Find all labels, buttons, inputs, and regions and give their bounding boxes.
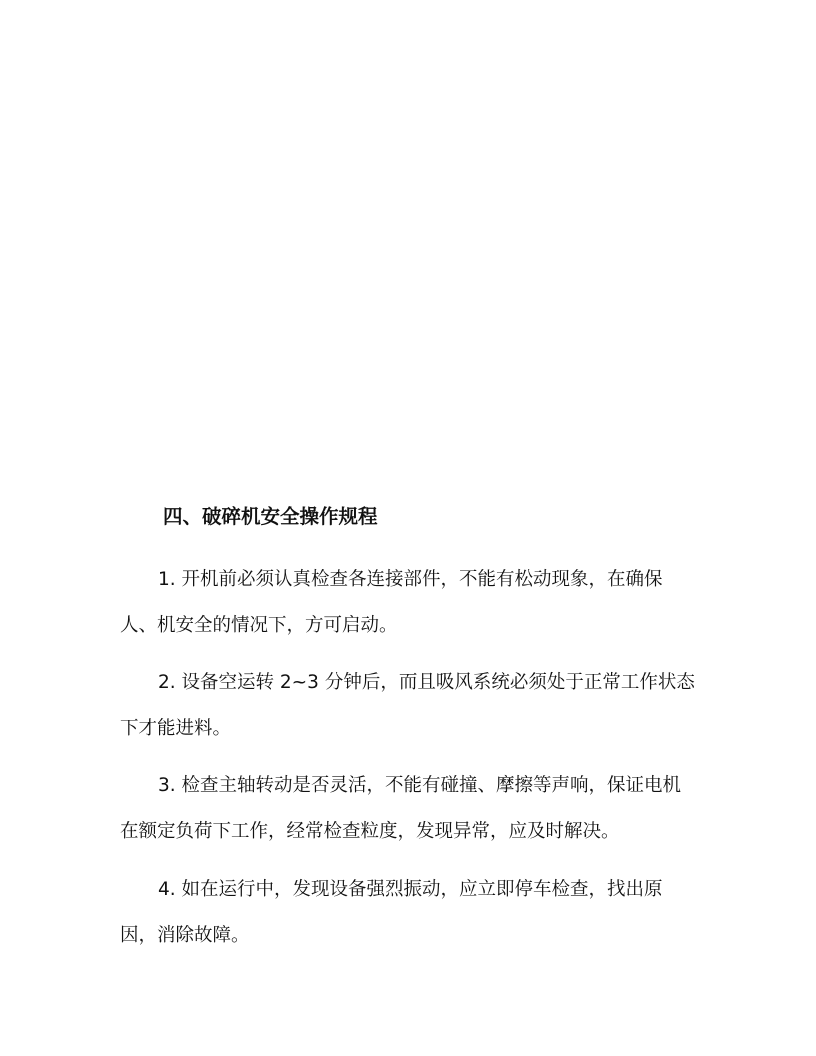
paragraph-line: 2. 设备空运转 2~3 分钟后，而且吸风系统必须处于正常工作状态 — [158, 672, 695, 693]
paragraph-line: 1. 开机前必须认真检查各连接部件，不能有松动现象，在确保 — [158, 569, 663, 590]
paragraph-line: 下才能进料。 — [120, 718, 232, 739]
paragraph-line: 4. 如在运行中，发现设备强烈振动，应立即停车检查，找出原 — [158, 879, 663, 900]
paragraph-line: 人、机安全的情况下，方可启动。 — [120, 615, 398, 636]
section-heading: 四、破碎机安全操作规程 — [163, 505, 378, 528]
paragraph-line: 在额定负荷下工作，经常检查粒度，发现异常，应及时解决。 — [120, 821, 620, 842]
paragraph-line: 因，消除故障。 — [120, 925, 250, 946]
paragraph-line: 3. 检查主轴转动是否灵活，不能有碰撞、摩擦等声响，保证电机 — [158, 775, 682, 796]
